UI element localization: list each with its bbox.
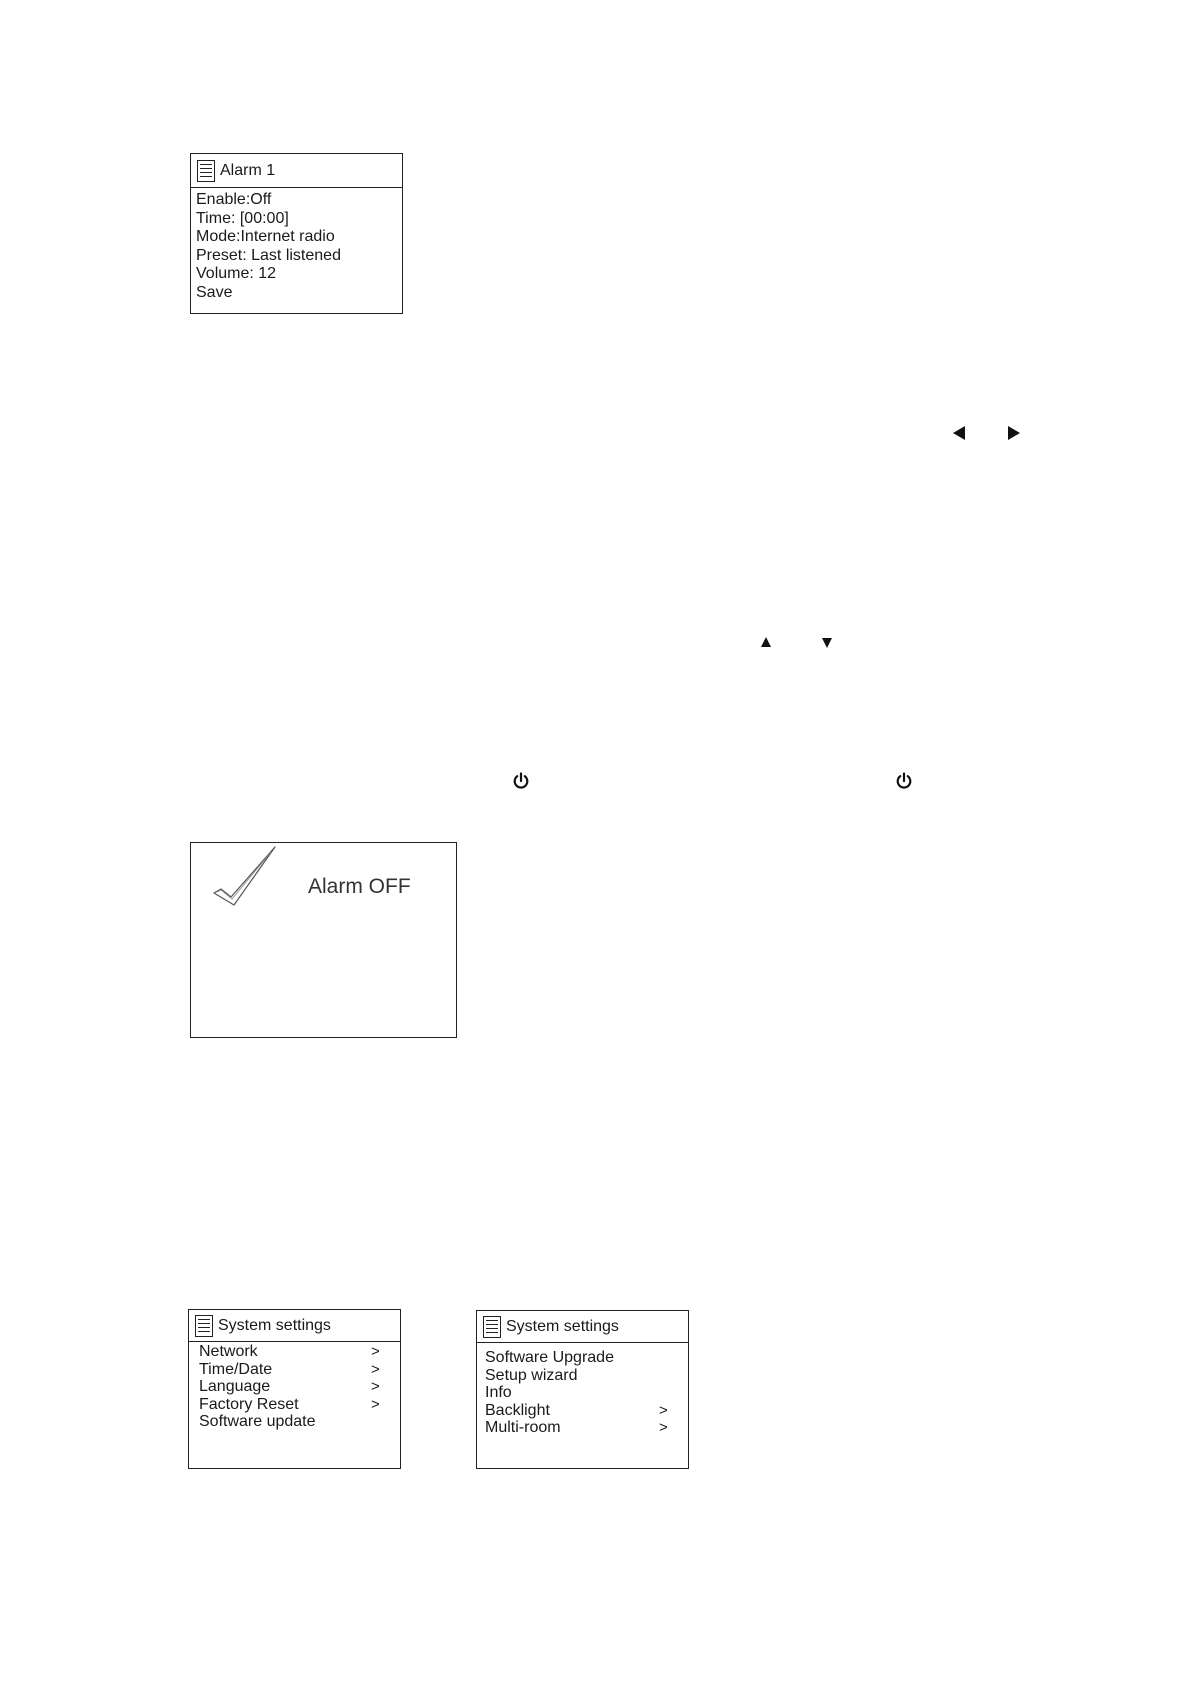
alarm-off-screen [190, 842, 457, 1038]
menu-item-label: Network [199, 1343, 258, 1360]
alarm-off-message: Alarm OFF [308, 875, 411, 898]
system-settings-screen-1 [188, 1309, 401, 1469]
menu-item-software-upgrade[interactable] [477, 1349, 688, 1367]
menu-item-mode[interactable]: Mode:Internet radio [196, 228, 335, 246]
screen-header [191, 154, 402, 188]
chevron-right-icon: > [659, 1401, 668, 1419]
menu-item-backlight[interactable] [477, 1402, 688, 1420]
menu-item-network[interactable] [189, 1343, 400, 1361]
screen-header [477, 1311, 688, 1343]
chevron-right-icon: > [371, 1343, 380, 1360]
menu-item-time-date[interactable] [189, 1361, 400, 1379]
menu-item-label: Time/Date [199, 1360, 273, 1378]
menu-item-language[interactable] [189, 1378, 400, 1396]
triangle-down-icon [822, 638, 832, 648]
triangle-right-icon [1008, 426, 1020, 440]
menu-item-volume[interactable]: Volume: 12 [196, 265, 277, 283]
system-settings-screen-2 [476, 1310, 689, 1469]
menu-item-label: Backlight [485, 1401, 550, 1419]
menu-item-factory-reset[interactable] [189, 1396, 400, 1414]
menu-list-icon [483, 1316, 501, 1338]
checkmark-icon [211, 845, 281, 909]
menu-item-save[interactable]: Save [196, 283, 233, 301]
chevron-right-icon: > [371, 1378, 380, 1395]
chevron-right-icon: > [659, 1419, 668, 1436]
menu-item-info[interactable] [477, 1384, 688, 1402]
menu-item-label: Setup wizard [485, 1366, 578, 1384]
menu-item-software-update[interactable] [189, 1413, 400, 1431]
screen-title: Alarm 1 [220, 161, 276, 179]
screen-header [189, 1310, 400, 1342]
menu-item-setup-wizard[interactable] [477, 1367, 688, 1385]
menu-item-multi-room[interactable] [477, 1419, 688, 1437]
menu-item-label: Multi-room [485, 1419, 561, 1436]
menu-item-label: Factory Reset [199, 1395, 299, 1413]
menu-item-time[interactable]: Time: [00:00] [196, 209, 289, 227]
menu-list-icon [197, 160, 215, 182]
menu-item-label: Software update [199, 1413, 316, 1430]
menu-list-icon [195, 1315, 213, 1337]
menu-item-enable[interactable]: Enable:Off [196, 191, 272, 208]
power-icon [512, 772, 530, 790]
power-icon [895, 772, 913, 790]
chevron-right-icon: > [371, 1360, 380, 1378]
screen-title: System settings [506, 1317, 619, 1335]
triangle-left-icon [953, 426, 965, 440]
menu-item-preset[interactable]: Preset: Last listened [196, 246, 341, 264]
triangle-up-icon [761, 637, 771, 647]
alarm-1-screen [190, 153, 403, 314]
screen-title: System settings [218, 1316, 331, 1334]
menu-item-label: Info [485, 1384, 512, 1401]
chevron-right-icon: > [371, 1395, 380, 1413]
menu-item-label: Software Upgrade [485, 1349, 614, 1366]
menu-item-label: Language [199, 1378, 271, 1395]
